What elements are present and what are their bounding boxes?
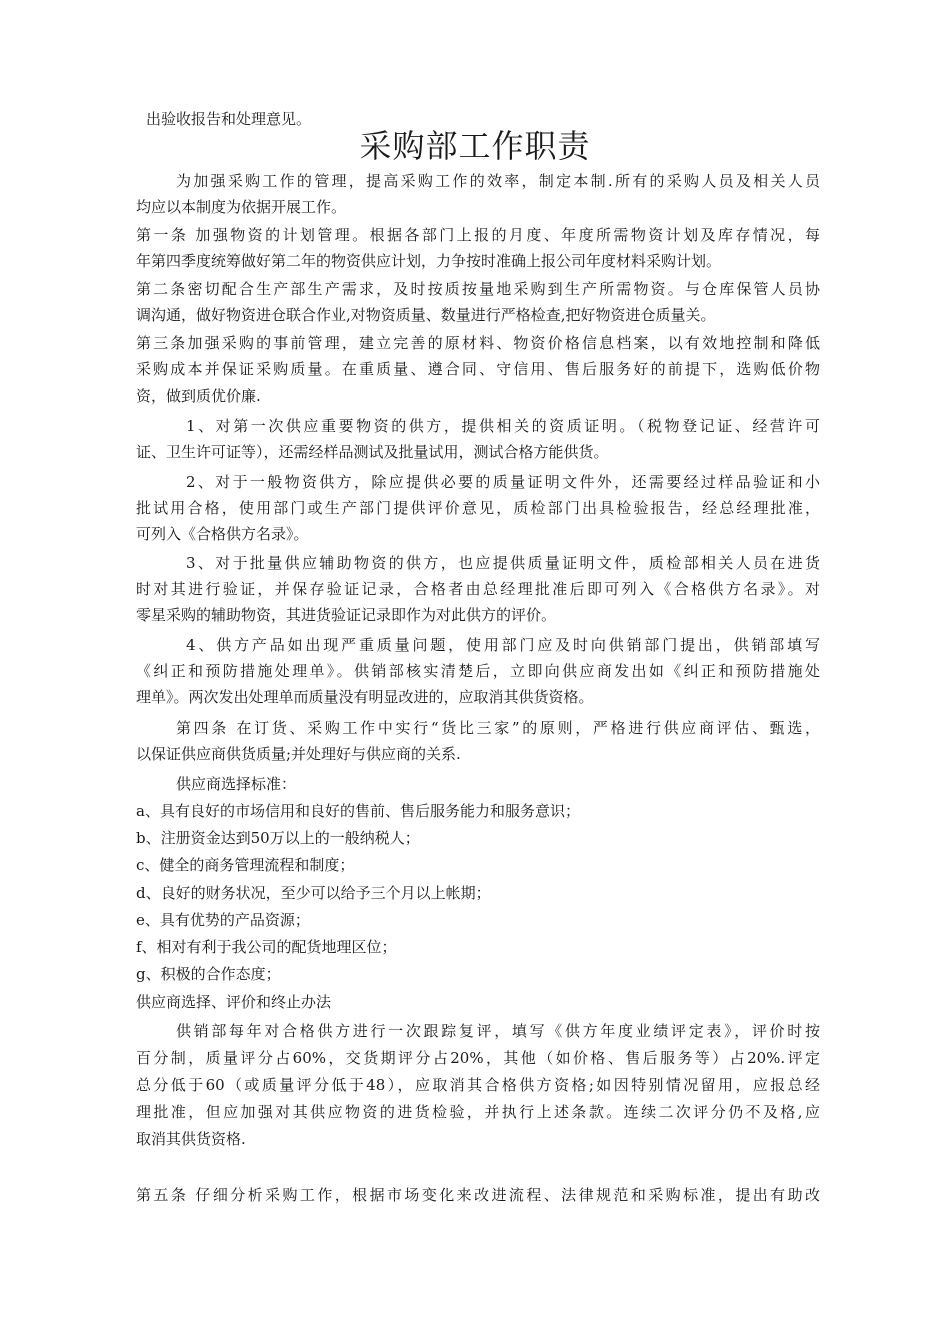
list-item: g、积极的合作态度； bbox=[136, 965, 281, 983]
text-line: 以保证供应商供货质量;并处理好与供应商的关系. bbox=[136, 745, 461, 763]
list-item: c、健全的商务管理流程和制度； bbox=[136, 856, 355, 874]
page-title: 采购部工作职责 bbox=[359, 127, 591, 165]
text-line: 第五条 仔细分析采购工作，根据市场变化来改进流程、法律规范和采购标准，提出有助改 bbox=[136, 1186, 820, 1204]
text-line: 总分低于60（或质量评分低于48），应取消其合格供方资格;如因特别情况留用，应报总经 bbox=[136, 1076, 820, 1094]
text-line: 供销部每年对合格供方进行一次跟踪复评，填写《供方年度业绩评定表》，评价时按 bbox=[176, 1022, 820, 1040]
text-line: 《纠正和预防措施处理单》。供销部核实清楚后，立即向供应商发出如《纠正和预防措施处 bbox=[136, 662, 820, 680]
text-line: 4、供方产品如出现严重质量问题，使用部门应及时向供销部门提出，供销部填写 bbox=[186, 636, 820, 654]
list-item: d、良好的财务状况，至少可以给予三个月以上帐期； bbox=[136, 884, 491, 902]
text-line: 零星采购的辅助物资，其进货验证记录即作为对此供方的评价。 bbox=[136, 606, 557, 624]
text-line: 批试用合格，使用部门或生产部门提供评价意见，质检部门出具检验报告，经总经理批准， bbox=[136, 499, 820, 517]
text-line: 采购成本并保证采购质量。在重质量、遵合同、守信用、售后服务好的前提下，选购低价物 bbox=[136, 360, 820, 378]
text-line: 1、对第一次供应重要物资的供方，提供相关的资质证明。（税物登记证、经营许可 bbox=[186, 417, 820, 435]
list-item: a、具有良好的市场信用和良好的售前、售后服务能力和服务意识； bbox=[136, 802, 580, 820]
text-line: 理单》。两次发出处理单而质量没有明显改进的，应取消其供货资格。 bbox=[136, 688, 594, 706]
list-item: f、相对有利于我公司的配货地理区位； bbox=[136, 938, 397, 956]
text-line: 可列入《合格供方名录》。 bbox=[136, 525, 309, 543]
text-line: 第四条 在订货、采购工作中实行“货比三家”的原则，严格进行供应商评估、甄选， bbox=[176, 719, 820, 737]
text-line: 均应以本制度为依据开展工作。 bbox=[136, 198, 347, 216]
text-line: 调沟通，做好物资进仓联合作业,对物资质量、数量进行严格检查,把好物资进仓质量关。 bbox=[136, 306, 716, 324]
list-item: b、注册资金达到50万以上的一般纳税人； bbox=[136, 829, 420, 847]
text-line: 第一条 加强物资的计划管理。根据各部门上报的月度、年度所需物资计划及库存情况，每 bbox=[136, 226, 820, 244]
text-line: 年第四季度统筹做好第二年的物资供应计划，力争按时准确上报公司年度材料采购计划。 bbox=[136, 252, 722, 270]
text-line: 百分制，质量评分占60%，交货期评分占20%，其他（如价格、售后服务等）占20%.评定 bbox=[136, 1049, 820, 1067]
list-item: e、具有优势的产品资源； bbox=[136, 911, 310, 929]
text-line: 第二条密切配合生产部生产需求，及时按质按量地采购到生产所需物资。与仓库保管人员协 bbox=[136, 280, 820, 298]
text-line: 2、对于一般物资供方，除应提供必要的质量证明文件外，还需要经过样品验证和小 bbox=[186, 473, 820, 491]
criteria-heading: 供应商选择标准： bbox=[176, 775, 297, 793]
top-fragment: 出验收报告和处理意见。 bbox=[146, 110, 312, 128]
method-heading: 供应商选择、评价和终止办法 bbox=[136, 993, 332, 1011]
text-line: 证、卫生许可证等），还需经样品测试及批量试用，测试合格方能供货。 bbox=[136, 443, 609, 461]
text-line: 理批准，但应加强对其供应物资的进货检验，并执行上述条款。连续二次评分仍不及格,应 bbox=[136, 1103, 820, 1121]
text-line: 时对其进行验证，并保存验证记录，合格者由总经理批准后即可列入《合格供方名录》。对 bbox=[136, 580, 820, 598]
text-line: 第三条加强采购的事前管理，建立完善的原材料、物资价格信息档案，以有效地控制和降低 bbox=[136, 334, 820, 352]
text-line: 为加强采购工作的管理，提高采购工作的效率，制定本制.所有的采购人员及相关人员 bbox=[176, 172, 820, 190]
text-line: 3、对于批量供应辅助物资的供方，也应提供质量证明文件，质检部相关人员在进货 bbox=[186, 554, 820, 572]
text-line: 资，做到质优价廉. bbox=[136, 387, 261, 405]
text-line: 取消其供货资格. bbox=[136, 1130, 246, 1148]
